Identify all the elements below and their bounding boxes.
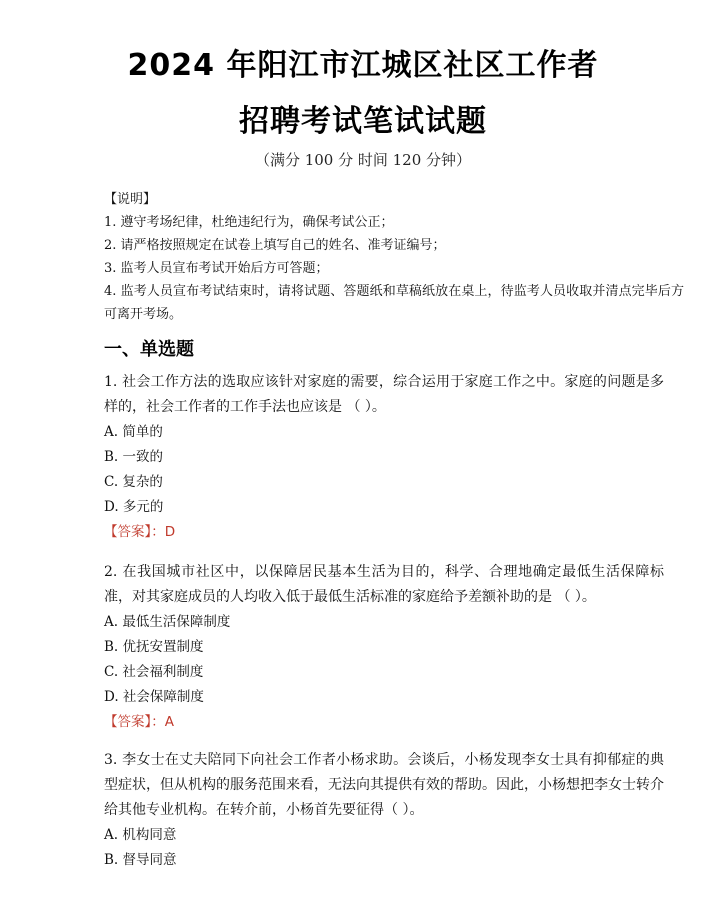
section-title: 一、单选题	[104, 339, 194, 360]
option-c: C. 复杂的	[104, 474, 163, 490]
exam-title-line1: 2024 年阳江市江城区社区工作者	[127, 48, 599, 83]
instruction-item: 2. 请严格按照规定在试卷上填写自己的姓名、准考证编号；	[104, 238, 446, 253]
question-stem: 2. 在我国城市社区中，以保障居民基本生活为目的，科学、合理地确定最低生活保障标准，对其家庭成员的人均收入低于最低生活标准的家庭给予差额补助的是 （ ）。	[104, 564, 664, 605]
option-b: B. 优抚安置制度	[104, 639, 204, 655]
instruction-item: 1. 遵守考场纪律，杜绝违纪行为，确保考试公正；	[104, 215, 394, 230]
question-3	[104, 748, 664, 873]
instruction-item: 4. 监考人员宣布考试结束时，请将试题、答题纸和草稿纸放在桌上，待监考人员收取并清点完毕后方可离开考场。	[104, 284, 684, 322]
instructions-block	[104, 188, 684, 326]
answer-label: 【答案】：D	[104, 524, 176, 540]
exam-title-line2: 招聘考试笔试试题	[239, 104, 487, 139]
option-b: B. 督导同意	[104, 852, 177, 868]
exam-subtitle: （满分 100 分 时间 120 分钟）	[254, 151, 472, 169]
question-2	[104, 560, 664, 735]
option-a: A. 最低生活保障制度	[104, 614, 231, 630]
option-b: B. 一致的	[104, 449, 164, 465]
question-stem: 1. 社会工作方法的选取应该针对家庭的需要，综合运用于家庭工作之中。家庭的问题是多样的，社会工作者的工作手法也应该是 （ ）。	[104, 374, 664, 415]
option-a: A. 简单的	[104, 424, 163, 440]
option-d: D. 社会保障制度	[104, 689, 204, 705]
option-c: C. 社会福利制度	[104, 664, 204, 680]
question-stem: 3. 李女士在丈夫陪同下向社会工作者小杨求助。会谈后，小杨发现李女士具有抑郁症的典型症状，但从机构的服务范围来看，无法向其提供有效的帮助。因此，小杨想把李女士转介给其他专业机构。在转介前，小杨首先要征得（ ）。	[104, 752, 664, 818]
option-a: A. 机构同意	[104, 827, 177, 843]
question-1	[104, 370, 664, 545]
option-d: D. 多元的	[104, 499, 164, 515]
instructions-heading: 【说明】	[104, 192, 157, 207]
answer-label: 【答案】：A	[104, 714, 174, 730]
instruction-item: 3. 监考人员宣布考试开始后方可答题；	[104, 261, 329, 276]
